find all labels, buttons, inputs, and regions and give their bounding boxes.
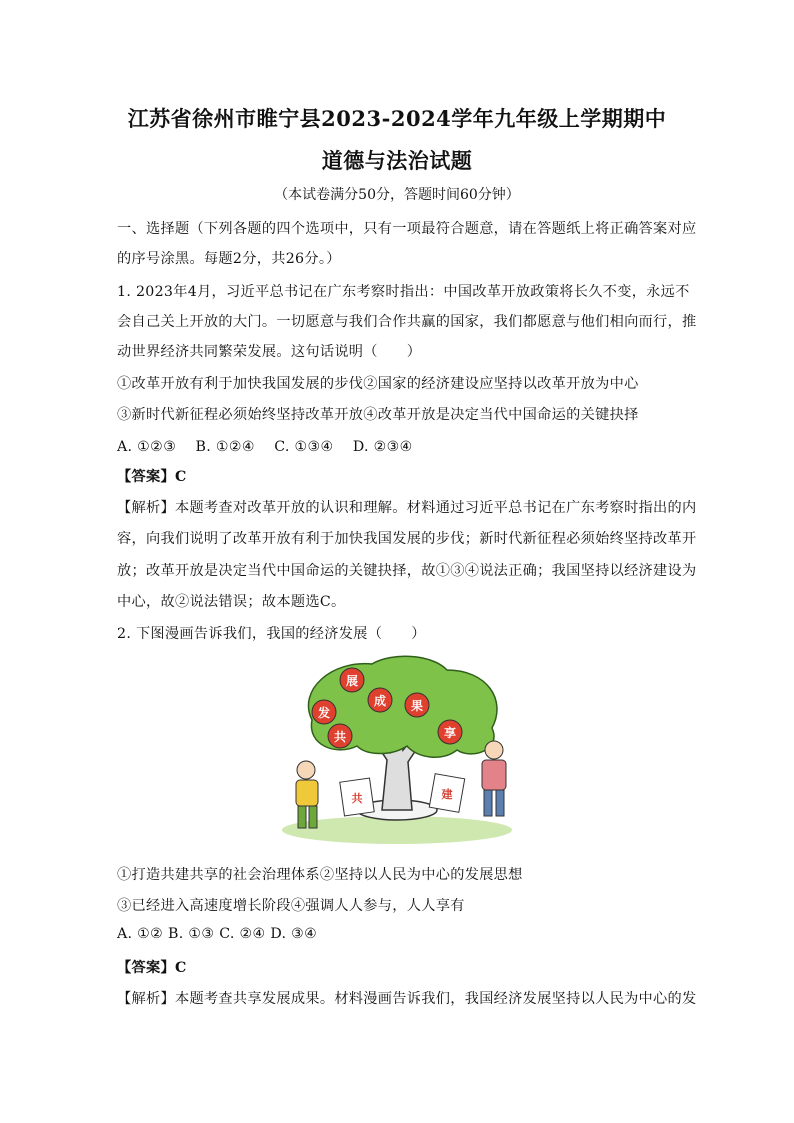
q2-option-line1: ①打造共建共享的社会治理体系②坚持以人民为中心的发展思想 bbox=[117, 867, 523, 883]
svg-text:发: 发 bbox=[317, 706, 331, 720]
svg-text:共: 共 bbox=[351, 792, 363, 805]
exam-title-line1: 江苏省徐州市睢宁县2023-2024学年九年级上学期期中 bbox=[127, 106, 667, 131]
q1-option-line2: ③新时代新征程必须始终坚持改革开放④改革开放是决定当代中国命运的关键抉择 bbox=[117, 407, 639, 423]
apple-xiang bbox=[438, 720, 462, 744]
svg-text:成: 成 bbox=[373, 694, 387, 708]
exam-note: （本试卷满分50分，答题时间60分钟） bbox=[274, 187, 520, 203]
q2-answer: 【答案】C bbox=[117, 960, 187, 976]
svg-text:享: 享 bbox=[443, 726, 457, 740]
q2-choices: A. ①② B. ①③ C. ②④ D. ③④ bbox=[117, 926, 318, 942]
right-person-figure bbox=[482, 741, 506, 816]
q1-stem-line3: 动世界经济共同繁荣发展。这句话说明（ ） bbox=[117, 344, 422, 360]
section-heading-line2: 的序号涂黑。每题2分，共26分。） bbox=[117, 251, 341, 267]
section-heading-line1: 一、选择题（下列各题的四个选项中，只有一项最符合题意，请在答题纸上将正确答案对应 bbox=[117, 221, 697, 237]
exam-title-line2: 道德与法治试题 bbox=[321, 148, 473, 173]
left-person-figure bbox=[296, 761, 318, 828]
svg-text:共: 共 bbox=[333, 730, 347, 744]
apple-cheng bbox=[368, 688, 392, 712]
q2-stem: 2. 下图漫画告诉我们，我国的经济发展（ ） bbox=[117, 626, 426, 642]
q1-answer: 【答案】C bbox=[117, 469, 187, 485]
q1-analysis-line1: 【解析】本题考查对改革开放的认识和理解。材料通过习近平总书记在广东考察时指出的内 bbox=[117, 500, 697, 516]
q1-stem-line1: 1. 2023年4月，习近平总书记在广东考察时指出：中国改革开放政策将长久不变，永远不 bbox=[117, 284, 690, 300]
svg-text:果: 果 bbox=[410, 699, 424, 713]
q1-analysis-line4: 中心，故②说法错误；故本题选C。 bbox=[117, 594, 346, 610]
apple-zhan bbox=[340, 668, 364, 692]
q1-option-line1: ①改革开放有利于加快我国发展的步伐②国家的经济建设应坚持以改革开放为中心 bbox=[117, 376, 639, 392]
svg-text:建: 建 bbox=[441, 788, 453, 801]
paper-left bbox=[340, 778, 374, 816]
apple-guo bbox=[405, 693, 429, 717]
q1-analysis-line2: 容，向我们说明了改革开放有利于加快我国发展的步伐；新时代新征程必须始终坚持改革开 bbox=[117, 531, 697, 547]
svg-text:展: 展 bbox=[345, 674, 359, 688]
q2-analysis-line1: 【解析】本题考查共享发展成果。材料漫画告诉我们，我国经济发展坚持以人民为中心的发 bbox=[117, 991, 697, 1007]
paper-right bbox=[429, 774, 464, 813]
apple-gong bbox=[328, 724, 352, 748]
q1-choices: A. ①②③ B. ①②④ C. ①③④ D. ②③④ bbox=[117, 439, 413, 455]
apple-fa bbox=[312, 700, 336, 724]
q2-option-line2: ③已经进入高速度增长阶段④强调人人参与，人人享有 bbox=[117, 898, 465, 914]
q1-stem-line2: 会自己关上开放的大门。一切愿意与我们合作共赢的国家，我们都愿意与他们相向而行，推 bbox=[117, 314, 697, 330]
tree-cartoon-illustration bbox=[272, 650, 522, 850]
q1-analysis-line3: 放；改革开放是决定当代中国命运的关键抉择，故①③④说法正确；我国坚持以经济建设为 bbox=[117, 563, 697, 579]
